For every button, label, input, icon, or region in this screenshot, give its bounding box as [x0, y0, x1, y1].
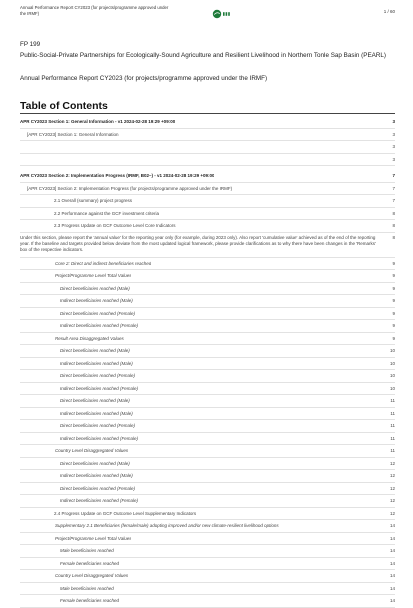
report-title: Annual Performance Report CY2023 (for projects/programme approved under the IRMF) [20, 75, 268, 82]
toc-entry-title: Indirect beneficiaries reached (Male) [60, 410, 133, 416]
toc-entry-title: Male beneficiaries reached [60, 585, 114, 591]
toc-entry-page: 12 [389, 498, 395, 503]
toc-entry-page: 14 [389, 598, 395, 603]
toc-entry-title: 2.3 Progress Update on GCF Outcome Level Core Indicators [54, 223, 176, 228]
toc-row[interactable] [20, 308, 395, 321]
toc-entry-title: Direct beneficiaries reached (Male) [60, 460, 130, 466]
toc-entry-page: 9 [392, 335, 395, 341]
toc-entry-title: Project/Programme Level Total Values [55, 535, 132, 541]
toc-row[interactable] [20, 420, 395, 433]
toc-entry-page: 9 [392, 260, 395, 266]
toc-entry-page: 9 [392, 273, 395, 278]
toc-row[interactable] [20, 520, 395, 533]
toc-entry-page: 7 [392, 173, 395, 178]
toc-entry-page: 14 [389, 560, 395, 566]
toc-row[interactable] [20, 583, 395, 596]
toc-entry-title: Indirect beneficiaries reached (Female) [60, 385, 139, 391]
toc-row[interactable] [20, 195, 395, 208]
toc-row[interactable] [20, 383, 395, 396]
gcf-logo-icon [212, 9, 240, 19]
toc-entry-page: 9 [392, 285, 395, 291]
header-title: Annual Performance Report CY2023 (for projects/programme approved under the IRMF) [20, 5, 169, 16]
toc-entry-title: Result Area Disaggregated Values [55, 335, 124, 341]
toc-row[interactable] [20, 508, 395, 521]
toc-row[interactable] [20, 470, 395, 483]
toc-heading: Table of Contents [20, 100, 108, 112]
toc-entry-page: 12 [389, 460, 395, 466]
toc-row[interactable] [20, 570, 395, 583]
toc-row[interactable] [20, 295, 395, 308]
toc-entry-title: Country Level Disaggregated Values [55, 448, 129, 453]
toc-entry-page: 12 [389, 485, 395, 491]
toc-entry-page: 8 [392, 210, 395, 216]
toc-entry-title: Indirect beneficiaries reached (Male) [60, 360, 133, 366]
toc-entry-page: 11 [390, 398, 395, 403]
toc-row[interactable] [20, 154, 395, 167]
toc-entry-page: 14 [389, 523, 395, 528]
toc-row[interactable] [20, 270, 395, 283]
project-title: Public-Social-Private Partnerships for Ecologically-Sound Agriculture and Resilient Livelihood in Northern Tonle Sap Basin (PEARL) [20, 52, 386, 59]
toc-entry-page: 8 [392, 223, 395, 228]
toc-entry-page: 7 [392, 198, 395, 203]
toc-entry-title: Indirect beneficiaries reached (Female) [60, 323, 139, 328]
toc-row[interactable] [20, 445, 395, 458]
toc-entry-title: Direct beneficiaries reached (Female) [60, 373, 136, 378]
toc-entry-title: Indirect beneficiaries reached (Male) [60, 473, 133, 478]
funding-proposal-id: FP 199 [20, 41, 41, 48]
toc-entry-title: Direct beneficiaries reached (Male) [60, 285, 130, 291]
toc-entry-page: 7 [392, 185, 395, 191]
table-of-contents [20, 116, 395, 608]
toc-entry-page: 14 [389, 548, 395, 553]
toc-entry-page: 14 [389, 573, 395, 578]
toc-entry-title: 2.4 Progress Update on GCF Outcome Level Supplementary Indicators [54, 510, 197, 516]
toc-entry-page: 11 [390, 448, 395, 453]
toc-row[interactable] [20, 283, 395, 296]
toc-entry-title: Male beneficiaries reached [60, 548, 114, 553]
toc-entry-title: Female beneficiaries reached [60, 598, 120, 603]
toc-row[interactable] [20, 183, 395, 196]
toc-entry-page: 11 [390, 435, 395, 441]
toc-entry-page: 10 [389, 360, 395, 366]
toc-entry-title: Country Level Disaggregated Values [55, 573, 129, 578]
toc-row[interactable] [20, 433, 395, 446]
toc-row[interactable] [20, 545, 395, 558]
toc-row[interactable] [20, 408, 395, 421]
toc-row[interactable] [20, 395, 395, 408]
toc-row[interactable] [20, 141, 395, 154]
toc-row[interactable] [20, 483, 395, 496]
toc-row[interactable] [20, 458, 395, 471]
toc-row[interactable] [20, 220, 395, 233]
toc-row[interactable] [20, 208, 395, 221]
toc-entry-title: APR CY2023 Section 2: Implementation Progress (IRMF, B02–) - v1 2024-02-28 19:29 +09:00 [20, 173, 215, 178]
toc-entry-title: Indirect beneficiaries reached (Female) [60, 498, 139, 503]
toc-entry-title: Direct beneficiaries reached (Female) [60, 423, 136, 428]
toc-entry-title: 2.2 Performance against the GCF investment criteria [54, 210, 160, 216]
page-header [20, 5, 395, 25]
toc-divider [20, 113, 395, 114]
toc-entry-page: 11 [390, 423, 395, 428]
toc-entry-title: [APR CY2023] Section 2: Implementation Progress (for projects/programme approved under the IRMF) [27, 185, 233, 191]
toc-entry-page: 11 [390, 410, 395, 416]
toc-entry-page: 10 [389, 348, 395, 353]
page-number: 1 / 60 [383, 9, 395, 14]
toc-row[interactable] [20, 495, 395, 508]
toc-row[interactable] [20, 358, 395, 371]
toc-section-row[interactable] [20, 116, 395, 129]
toc-entry-title: Under this section, please report the 'annual value' for the reporting year only (for example, during 2023 only). Also report 'cumulative value' achieved as of the end of the reporting year. If the baseline and targets provided below deviate from the most updated logical framework, please provide clarifications as to why there have been changes in the 'Remarks' box of the respective indicators. [20, 235, 376, 253]
toc-entry-page: 10 [389, 373, 395, 378]
toc-entry-page: 12 [389, 473, 395, 478]
toc-entry-title: 2.1 Overall (summary) project progress [54, 198, 133, 203]
toc-entry-title: Direct beneficiaries reached (Female) [60, 485, 136, 491]
toc-entry-title: Supplementary 2.1 Beneficiaries (female/male) adopting improved and/or new climate-resilient livelihood options [55, 523, 279, 528]
toc-entry-page: 3 [392, 119, 395, 124]
toc-row[interactable] [20, 370, 395, 383]
toc-entry-title: Core 2: Direct and indirect beneficiaries reached [55, 260, 152, 266]
toc-entry-title: [APR CY2023] Section 1: General Information [27, 131, 119, 137]
toc-entry-title: Direct beneficiaries reached (Female) [60, 310, 136, 316]
toc-row[interactable] [20, 333, 395, 346]
toc-row[interactable] [20, 558, 395, 571]
toc-entry-title: Project/Programme Level Total Values [55, 273, 132, 278]
toc-entry-page: 14 [389, 535, 395, 541]
toc-row[interactable] [20, 595, 395, 608]
toc-entry-title: Indirect beneficiaries reached (Male) [60, 298, 133, 303]
toc-entry-page: 12 [389, 510, 395, 516]
toc-entry-title: Female beneficiaries reached [60, 560, 120, 566]
toc-entry-title: APR CY2023 Section 1: General Information - v1 2024-02-28 19:29 +09:00 [20, 119, 176, 124]
toc-entry-title: Direct beneficiaries reached (Male) [60, 348, 130, 353]
toc-entry-page: 3 [392, 131, 395, 137]
toc-entry-page: 9 [392, 323, 395, 328]
toc-entry-page: 14 [389, 585, 395, 591]
toc-row[interactable] [20, 345, 395, 358]
toc-entry-page: 3 [392, 144, 395, 149]
toc-entry-title: Indirect beneficiaries reached (Female) [60, 435, 139, 441]
toc-entry-page: 10 [389, 385, 395, 391]
toc-section-row[interactable] [20, 170, 395, 183]
toc-row[interactable] [20, 320, 395, 333]
toc-entry-page: 3 [392, 156, 395, 162]
toc-entry-title: Direct beneficiaries reached (Male) [60, 398, 130, 403]
toc-row[interactable] [20, 258, 395, 271]
toc-row[interactable] [20, 233, 395, 258]
toc-row[interactable] [20, 129, 395, 142]
toc-row[interactable] [20, 533, 395, 546]
toc-entry-page: 9 [392, 298, 395, 303]
toc-entry-page: 8 [392, 235, 395, 240]
toc-entry-page: 9 [392, 310, 395, 316]
